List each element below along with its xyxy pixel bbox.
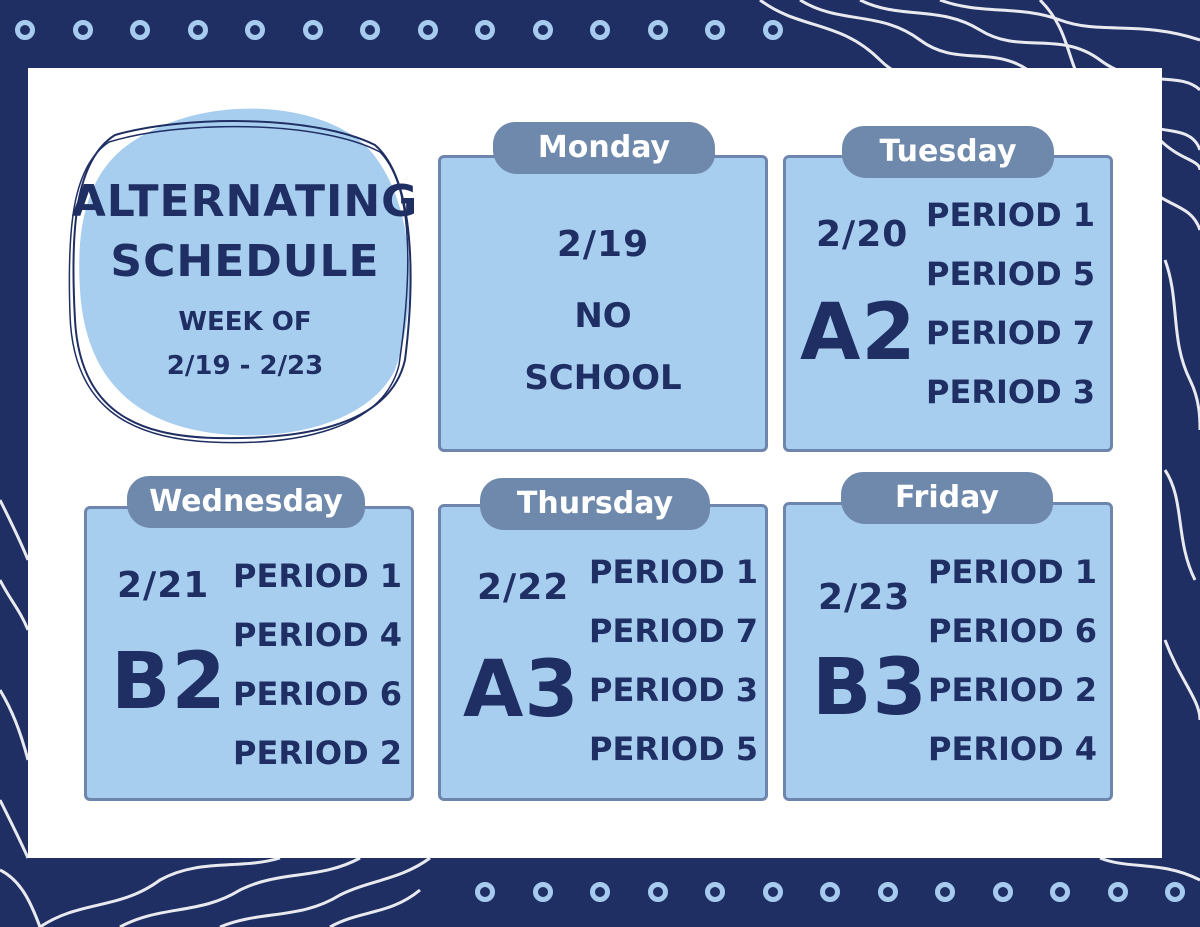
period-item: PERIOD 2 [233,734,403,772]
day-date: 2/21 [117,565,210,606]
decorative-dot-icon [590,20,610,40]
decorative-dot-icon [648,882,668,902]
day-code: B3 [812,643,928,733]
period-list [928,543,1097,779]
day-code: A3 [463,645,580,735]
period-item: PERIOD 3 [926,373,1096,411]
day-date: 2/19 [556,224,650,265]
period-item: PERIOD 1 [928,553,1098,591]
decorative-dot-icon [935,882,955,902]
decorative-dot-icon [648,20,668,40]
period-item: PERIOD 5 [589,730,759,768]
day-tab-friday: Friday [841,472,1053,524]
decorative-dot-icon [1108,882,1128,902]
day-date: 2/22 [477,567,570,608]
day-code: B2 [111,637,227,727]
week-date-range: 2/19 - 2/23 [166,351,324,381]
period-item: PERIOD 1 [233,557,403,595]
title-badge [65,100,425,445]
decorative-dot-icon [130,20,150,40]
period-item: PERIOD 7 [926,314,1096,352]
decorative-dot-icon [418,20,438,40]
decorative-dot-icon [1165,882,1185,902]
day-tab-tuesday: Tuesday [842,126,1054,178]
decorative-dot-icon [763,20,783,40]
decorative-dot-icon [533,882,553,902]
period-item: PERIOD 2 [928,671,1098,709]
day-card-tuesday [783,155,1113,452]
decorative-dot-icon [878,882,898,902]
day-card-friday [783,502,1113,801]
period-item: PERIOD 6 [233,675,403,713]
period-item: PERIOD 4 [233,616,403,654]
day-code: A2 [800,288,917,378]
title-line-schedule: SCHEDULE [110,236,380,287]
decorative-dot-icon [15,20,35,40]
decorative-dot-icon [993,882,1013,902]
no-school-line1: NO [574,296,632,336]
week-of-label: WEEK OF [178,307,312,337]
decorative-dot-icon [360,20,380,40]
decorative-dot-icon [705,20,725,40]
period-list [926,186,1095,422]
decorative-dot-icon [188,20,208,40]
period-item: PERIOD 1 [589,553,759,591]
day-tab-thursday: Thursday [480,478,710,530]
decorative-dot-icon [475,20,495,40]
title-line-alternating: ALTERNATING [71,176,419,227]
no-school-line2: SCHOOL [524,358,682,398]
period-item: PERIOD 5 [926,255,1096,293]
decorative-dot-icon [533,20,553,40]
day-card-thursday [438,504,768,801]
period-item: PERIOD 1 [926,196,1096,234]
period-item: PERIOD 4 [928,730,1098,768]
decorative-dot-icon [73,20,93,40]
day-card-monday [438,155,768,452]
period-list [589,543,758,779]
period-item: PERIOD 3 [589,671,759,709]
period-item: PERIOD 7 [589,612,759,650]
decorative-dot-icon [1050,882,1070,902]
decorative-dot-icon [820,882,840,902]
period-item: PERIOD 6 [928,612,1098,650]
decorative-dot-icon [763,882,783,902]
day-card-wednesday [84,506,414,801]
day-tab-monday: Monday [493,122,715,174]
day-date: 2/20 [816,214,909,255]
decorative-dot-icon [475,882,495,902]
decorative-dot-icon [245,20,265,40]
day-date: 2/23 [818,577,911,618]
day-tab-wednesday: Wednesday [127,476,365,528]
decorative-dot-icon [303,20,323,40]
period-list [233,547,402,783]
decorative-dot-icon [705,882,725,902]
decorative-dot-icon [590,882,610,902]
